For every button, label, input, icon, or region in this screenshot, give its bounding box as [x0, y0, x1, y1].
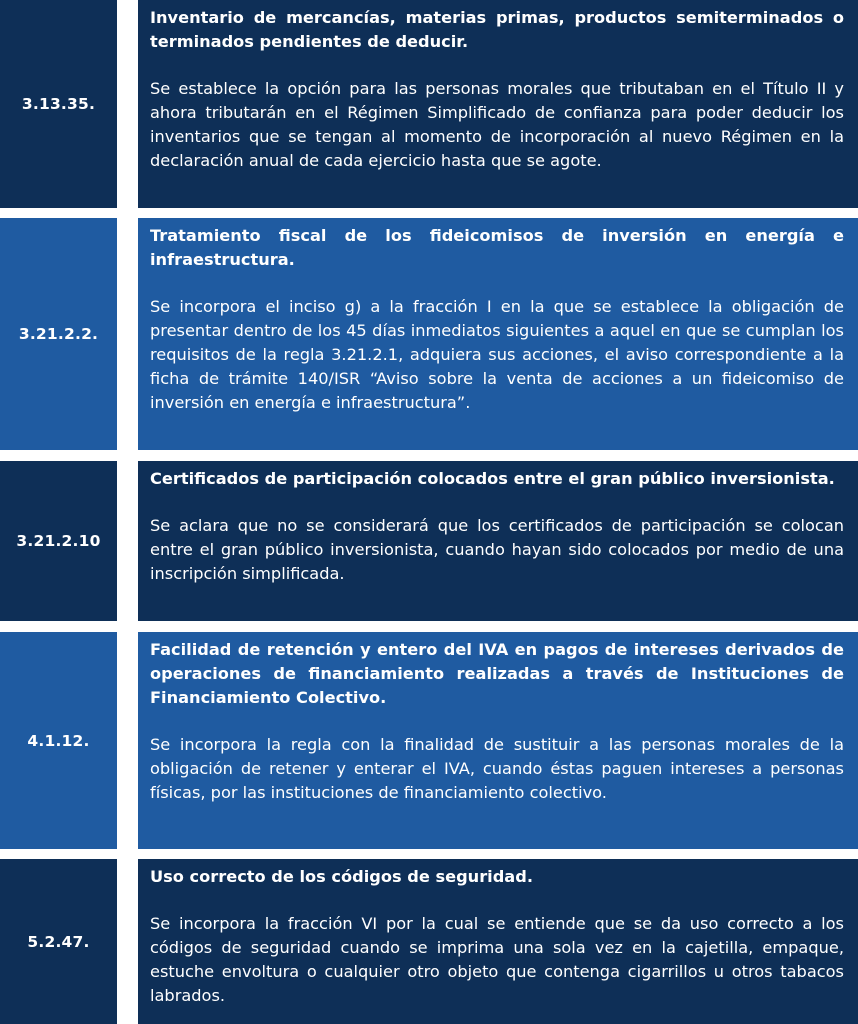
rule-title: Inventario de mercancías, materias primas, productos semiterminados o terminados pendientes de deducir.: [150, 8, 844, 51]
rule-title: Certificados de participación colocados entre el gran público inversionista.: [150, 469, 835, 488]
rule-description: Se incorpora la fracción VI por la cual se entiende que se da uso correcto a los códigos de seguridad cuando se imprima una sola vez en la cajetilla, empaque, estuche envoltura o cualquier otro objeto que contenga cigarrillos u otros tabacos labrados.: [150, 914, 844, 1005]
rule-row: [0, 461, 858, 621]
rule-code: 3.21.2.2.: [18, 325, 99, 343]
rule-code: 3.13.35.: [21, 95, 96, 113]
rule-description: Se incorpora el inciso g) a la fracción I en la que se establece la obligación de presentar dentro de los 45 días inmediatos siguientes a aquel en que se cumplan los requisitos de la regla 3.21.2.1, adquiera sus acciones, el aviso correspondiente a la ficha de trámite 140/ISR “Aviso sobre la venta de acciones a un fideicomiso de inversión en energía e infraestructura”.: [150, 297, 844, 412]
rule-title: Uso correcto de los códigos de seguridad.: [150, 867, 533, 886]
rule-body-cell: [138, 461, 858, 621]
rule-title: Facilidad de retención y entero del IVA en pagos de intereses derivados de operaciones de financiamiento realizadas a través de Instituciones de Financiamiento Colectivo.: [150, 640, 844, 707]
rule-description: Se establece la opción para las personas morales que tributaban en el Título II y ahora tributarán en el Régimen Simplificado de confianza para poder deducir los inventarios que se tengan al momento de incorporación al nuevo Régimen en la declaración anual de cada ejercicio hasta que se agote.: [150, 79, 844, 170]
rule-code-cell: [0, 218, 117, 450]
rule-description: Se aclara que no se considerará que los certificados de participación se colocan entre el gran público inversionista, cuando hayan sido colocados por medio de una inscripción simplificada.: [150, 516, 844, 583]
rule-description: Se incorpora la regla con la finalidad de sustituir a las personas morales de la obligación de retener y enterar el IVA, cuando éstas paguen intereses a personas físicas, por las instituciones de financiamiento colectivo.: [150, 735, 844, 802]
rule-row: [0, 859, 858, 1024]
rule-code: 4.1.12.: [27, 731, 90, 750]
rule-row: [0, 218, 858, 450]
rule-row: [0, 0, 858, 208]
rule-body-cell: [138, 859, 858, 1024]
rule-title: Tratamiento fiscal de los fideicomisos de inversión en energía e infraestructura.: [150, 226, 844, 269]
rule-body-cell: [138, 0, 858, 208]
rule-code: 5.2.47.: [27, 932, 90, 951]
rule-row: [0, 632, 858, 849]
rule-body-cell: [138, 218, 858, 450]
rule-code: 3.21.2.10: [16, 532, 101, 550]
rule-code-cell: [0, 461, 117, 621]
rule-code-cell: [0, 0, 117, 208]
rule-body-cell: [138, 632, 858, 849]
rule-code-cell: [0, 859, 117, 1024]
rule-code-cell: [0, 632, 117, 849]
